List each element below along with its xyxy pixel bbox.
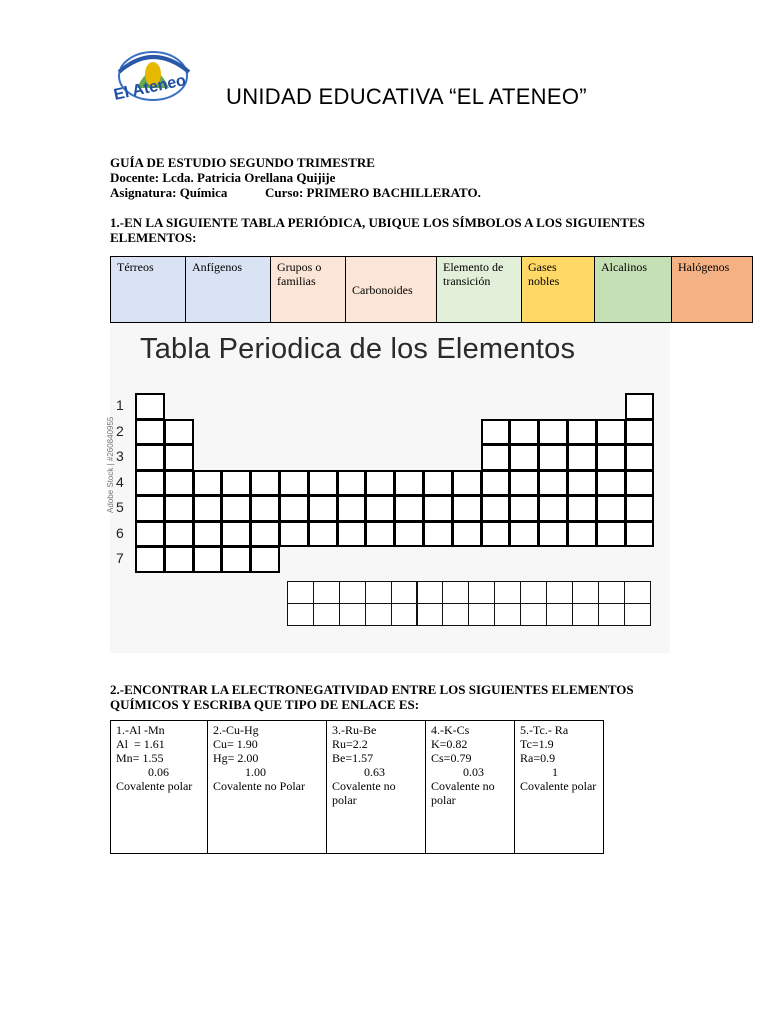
en-pair: 3.-Ru-Be bbox=[332, 723, 377, 737]
element-cell bbox=[625, 495, 655, 522]
element-cell bbox=[279, 495, 309, 522]
element-cell bbox=[481, 521, 511, 548]
logo-main-text: El Ateneo bbox=[112, 72, 188, 104]
element-cell bbox=[250, 521, 280, 548]
element-cell bbox=[164, 470, 194, 497]
school-title: UNIDAD EDUCATIVA “EL ATENEO” bbox=[226, 84, 587, 109]
f-block-cell bbox=[339, 581, 366, 604]
f-block-cell bbox=[313, 603, 340, 626]
period-label: 4 bbox=[116, 473, 124, 490]
element-cell bbox=[509, 521, 539, 548]
element-cell bbox=[452, 521, 482, 548]
category-label: Anfígenos bbox=[192, 260, 242, 274]
periodic-table-title: Tabla Periodica de los Elementos bbox=[140, 333, 576, 365]
f-block-cell bbox=[520, 603, 547, 626]
element-cell bbox=[250, 546, 280, 573]
element-cell bbox=[337, 470, 367, 497]
f-block-cell bbox=[417, 581, 444, 604]
period-label: 3 bbox=[116, 448, 124, 464]
element-cell bbox=[567, 419, 597, 446]
en-diff: 1 bbox=[552, 765, 558, 779]
element-cell bbox=[279, 470, 309, 497]
element-cell bbox=[567, 521, 597, 548]
element-cell bbox=[365, 521, 395, 548]
category-cell bbox=[111, 257, 186, 323]
element-cell bbox=[509, 419, 539, 446]
en-cell bbox=[426, 721, 515, 854]
en-diff: 1.00 bbox=[245, 765, 266, 779]
element-cell bbox=[509, 444, 539, 471]
element-cell bbox=[596, 521, 626, 548]
en-diff: 0.03 bbox=[463, 765, 484, 779]
element-cell bbox=[567, 495, 597, 522]
en-a: K=0.82 bbox=[431, 737, 468, 751]
element-cell bbox=[394, 521, 424, 548]
f-block-cell bbox=[287, 603, 314, 626]
element-cell bbox=[193, 495, 223, 522]
element-cell bbox=[164, 495, 194, 522]
element-cell bbox=[135, 495, 165, 522]
f-block-cell bbox=[417, 603, 444, 626]
category-cell bbox=[522, 257, 595, 323]
element-cell bbox=[625, 470, 655, 497]
en-type: Covalente no polar bbox=[431, 779, 495, 807]
f-block-cell bbox=[624, 581, 651, 604]
school-logo bbox=[105, 48, 205, 106]
element-cell bbox=[481, 470, 511, 497]
element-cell bbox=[538, 495, 568, 522]
element-cell bbox=[365, 495, 395, 522]
element-cell bbox=[221, 470, 251, 497]
question-2: 2.-ENCONTRAR LA ELECTRONEGATIVIDAD ENTRE LOS SIGUIENTES ELEMENTOS QUÍMICOS Y ESCRIBA QUE TIPO DE ENLACE ES: bbox=[110, 682, 634, 712]
element-cell bbox=[221, 546, 251, 573]
element-cell bbox=[221, 495, 251, 522]
element-cell bbox=[625, 521, 655, 548]
f-block-cell bbox=[598, 603, 625, 626]
category-cell bbox=[595, 257, 672, 323]
en-b: Be=1.57 bbox=[332, 751, 374, 765]
f-block-cell bbox=[442, 581, 469, 604]
f-block-cell bbox=[468, 581, 495, 604]
element-cell bbox=[193, 521, 223, 548]
f-block-cell bbox=[520, 581, 547, 604]
element-cell bbox=[193, 470, 223, 497]
element-cell bbox=[193, 546, 223, 573]
element-cell bbox=[538, 419, 568, 446]
f-block-cell bbox=[468, 603, 495, 626]
en-row bbox=[111, 721, 604, 854]
element-cell bbox=[164, 546, 194, 573]
element-cell bbox=[481, 419, 511, 446]
period-label: 1 bbox=[116, 397, 124, 413]
category-label: Elemento de transición bbox=[443, 260, 504, 288]
en-a: Tc=1.9 bbox=[520, 737, 554, 751]
element-cell bbox=[423, 521, 453, 548]
element-cell bbox=[394, 470, 424, 497]
f-block-cell bbox=[287, 581, 314, 604]
element-cell bbox=[423, 470, 453, 497]
category-label: Grupos o familias bbox=[277, 260, 322, 288]
element-cell bbox=[567, 470, 597, 497]
category-cell bbox=[346, 257, 437, 323]
element-cell bbox=[423, 495, 453, 522]
element-cell bbox=[135, 444, 165, 471]
en-b: Ra=0.9 bbox=[520, 751, 556, 765]
course-line: Curso: PRIMERO BACHILLERATO. bbox=[265, 185, 481, 200]
watermark: Adobe Stock | #260840955 bbox=[106, 416, 115, 513]
en-cell bbox=[327, 721, 426, 854]
category-label: Térreos bbox=[117, 260, 154, 274]
en-cell bbox=[111, 721, 208, 854]
element-cell bbox=[164, 419, 194, 446]
en-pair: 1.-Al -Mn bbox=[116, 723, 165, 737]
element-cell bbox=[308, 470, 338, 497]
period-label: 2 bbox=[116, 422, 124, 439]
element-cell bbox=[135, 521, 165, 548]
element-cell bbox=[596, 444, 626, 471]
f-block-cell bbox=[572, 581, 599, 604]
subject-line: Asignatura: Química bbox=[110, 185, 228, 200]
en-pair: 2.-Cu-Hg bbox=[213, 723, 259, 737]
element-cell bbox=[596, 419, 626, 446]
element-cell bbox=[135, 393, 165, 420]
element-cell bbox=[250, 470, 280, 497]
category-label: Halógenos bbox=[678, 260, 730, 274]
category-cell bbox=[186, 257, 271, 323]
period-label: 7 bbox=[116, 550, 124, 566]
element-cell bbox=[452, 470, 482, 497]
element-cell bbox=[538, 470, 568, 497]
teacher-line: Docente: Lcda. Patricia Orellana Quijije bbox=[110, 170, 336, 185]
periodic-table-image bbox=[106, 323, 670, 653]
f-block-cell bbox=[624, 603, 651, 626]
electronegativity-table bbox=[110, 720, 604, 854]
category-label: Gases nobles bbox=[528, 260, 560, 288]
period-label: 6 bbox=[116, 524, 124, 541]
element-cell bbox=[596, 470, 626, 497]
element-cell bbox=[394, 495, 424, 522]
en-diff: 0.06 bbox=[148, 765, 169, 779]
element-cell bbox=[538, 444, 568, 471]
en-pair: 5.-Tc.- Ra bbox=[520, 723, 569, 737]
element-cell bbox=[164, 521, 194, 548]
category-cell bbox=[672, 257, 753, 323]
guide-title: GUÍA DE ESTUDIO SEGUNDO TRIMESTRE bbox=[110, 155, 375, 170]
element-cell bbox=[452, 495, 482, 522]
element-cell bbox=[625, 419, 655, 446]
en-a: Al = 1.61 bbox=[116, 737, 165, 751]
element-cell bbox=[308, 521, 338, 548]
f-block-cell bbox=[365, 581, 392, 604]
f-block-cell bbox=[546, 581, 573, 604]
f-block-cell bbox=[391, 581, 418, 604]
en-cell bbox=[208, 721, 327, 854]
element-cell bbox=[337, 521, 367, 548]
element-cell bbox=[625, 444, 655, 471]
element-cell bbox=[365, 470, 395, 497]
f-block-cell bbox=[339, 603, 366, 626]
f-block-cell bbox=[442, 603, 469, 626]
element-cell bbox=[481, 444, 511, 471]
f-block-cell bbox=[313, 581, 340, 604]
element-cell bbox=[164, 444, 194, 471]
element-cell bbox=[135, 470, 165, 497]
element-cell bbox=[135, 546, 165, 573]
en-type: Covalente polar bbox=[116, 779, 193, 793]
element-cell bbox=[509, 470, 539, 497]
category-table bbox=[110, 256, 753, 323]
category-label: Alcalinos bbox=[601, 260, 647, 274]
en-type: Covalente no polar bbox=[332, 779, 396, 807]
en-cell bbox=[515, 721, 604, 854]
en-diff: 0.63 bbox=[364, 765, 385, 779]
category-cell bbox=[271, 257, 346, 323]
element-cell bbox=[279, 521, 309, 548]
f-block-cell bbox=[598, 581, 625, 604]
en-b: Hg= 2.00 bbox=[213, 751, 259, 765]
element-cell bbox=[135, 419, 165, 446]
en-a: Ru=2.2 bbox=[332, 737, 368, 751]
element-cell bbox=[596, 495, 626, 522]
category-row bbox=[111, 257, 753, 323]
element-cell bbox=[308, 495, 338, 522]
en-type: Covalente no Polar bbox=[213, 779, 305, 793]
en-a: Cu= 1.90 bbox=[213, 737, 258, 751]
question-1: 1.-EN LA SIGUIENTE TABLA PERIÓDICA, UBIQUE LOS SÍMBOLOS A LOS SIGUIENTES ELEMENTOS: bbox=[110, 215, 645, 245]
element-cell bbox=[337, 495, 367, 522]
f-block-cell bbox=[546, 603, 573, 626]
en-type: Covalente polar bbox=[520, 779, 597, 793]
f-block-cell bbox=[494, 581, 521, 604]
category-cell bbox=[437, 257, 522, 323]
element-cell bbox=[625, 393, 655, 420]
category-label: Carbonoides bbox=[352, 282, 413, 297]
element-cell bbox=[509, 495, 539, 522]
element-cell bbox=[481, 495, 511, 522]
en-b: Mn= 1.55 bbox=[116, 751, 164, 765]
f-block-cell bbox=[365, 603, 392, 626]
f-block-cell bbox=[572, 603, 599, 626]
en-b: Cs=0.79 bbox=[431, 751, 472, 765]
element-cell bbox=[567, 444, 597, 471]
f-block-cell bbox=[391, 603, 418, 626]
element-cell bbox=[250, 495, 280, 522]
en-pair: 4.-K-Cs bbox=[431, 723, 470, 737]
element-cell bbox=[221, 521, 251, 548]
element-cell bbox=[538, 521, 568, 548]
period-label: 5 bbox=[116, 499, 124, 515]
f-block-cell bbox=[494, 603, 521, 626]
